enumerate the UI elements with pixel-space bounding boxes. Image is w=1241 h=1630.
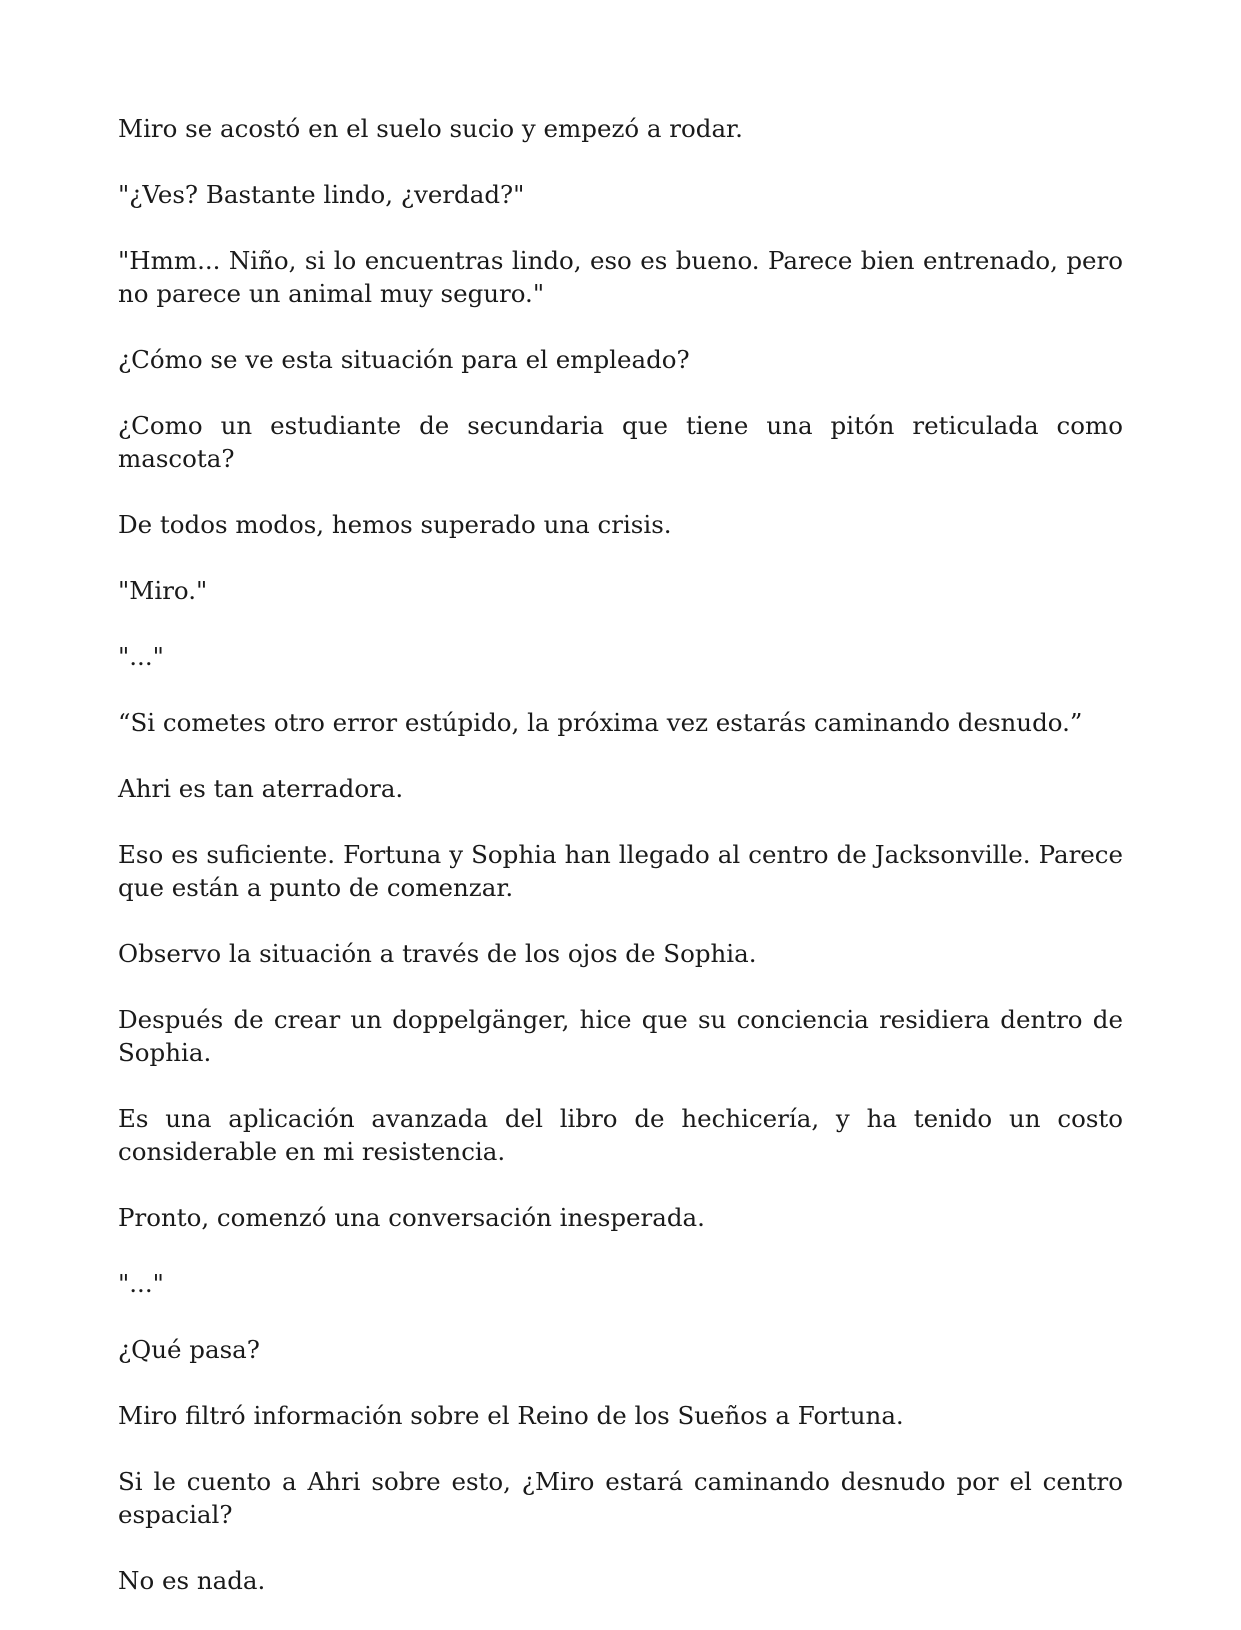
paragraph-15: Pronto, comenzó una conversación inesperada. [118,1203,705,1232]
paragraph-16: "..." [118,1269,164,1298]
paragraph-5: ¿Como un estudiante de secundaria que tiene una pitón reticulada como mascota? [118,411,1123,473]
paragraph-7: "Miro." [118,576,208,605]
paragraph-8: "..." [118,642,164,671]
paragraph-9: “Si cometes otro error estúpido, la próxima vez estarás caminando desnudo.” [118,708,1083,737]
paragraph-18: Miro filtró información sobre el Reino de los Sueños a Fortuna. [118,1401,904,1430]
paragraph-13: Después de crear un doppelgänger, hice que su conciencia residiera dentro de Sophia. [118,1005,1123,1067]
paragraph-19: Si le cuento a Ahri sobre esto, ¿Miro estará caminando desnudo por el centro espacial? [118,1467,1123,1529]
paragraph-2: "¿Ves? Bastante lindo, ¿verdad?" [118,180,525,209]
paragraph-4: ¿Cómo se ve esta situación para el empleado? [118,345,690,374]
paragraph-14: Es una aplicación avanzada del libro de hechicería, y ha tenido un costo considerable en mi resistencia. [118,1104,1123,1166]
paragraph-12: Observo la situación a través de los ojos de Sophia. [118,939,757,968]
document-page [118,112,1123,1630]
paragraph-1: Miro se acostó en el suelo sucio y empezó a rodar. [118,114,743,143]
paragraph-20: No es nada. [118,1566,266,1595]
paragraph-10: Ahri es tan aterradora. [118,774,404,803]
paragraph-3: "Hmm... Niño, si lo encuentras lindo, eso es bueno. Parece bien entrenado, pero no parece un animal muy seguro." [118,246,1123,308]
paragraph-6: De todos modos, hemos superado una crisis. [118,510,672,539]
paragraph-11: Eso es suficiente. Fortuna y Sophia han llegado al centro de Jacksonville. Parece que están a punto de comenzar. [118,840,1123,902]
paragraph-17: ¿Qué pasa? [118,1335,260,1364]
